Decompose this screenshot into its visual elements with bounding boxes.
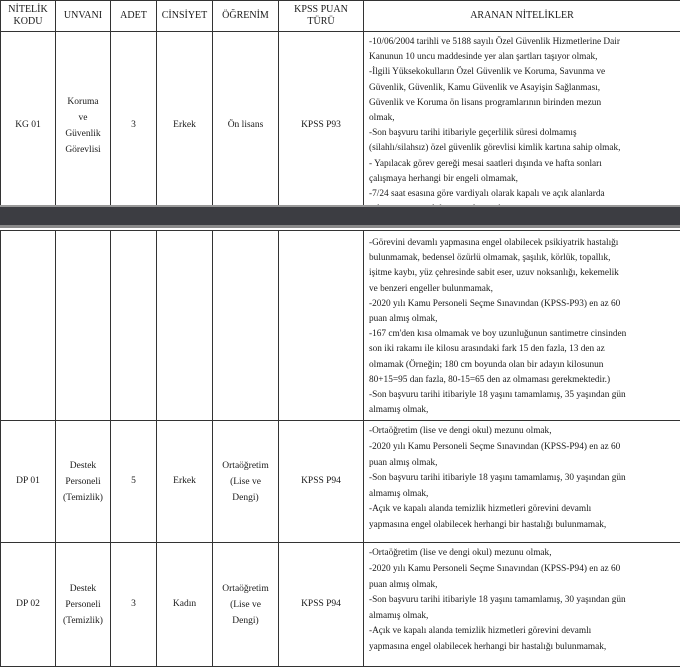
row-requirements: -10/06/2004 tarihli ve 5188 sayılı Özel Güvenlik Hizmetlerine Dair Kanunun 10 uncu maddesinde yer alan şartları taşıyor olmak, -İlgili Yüksekokulların Özel Güvenlik ve Koruma, Savunma ve Güvenlik, Güvenlik, Kamu Güvenlik ve Asayişin Sağlanması, Güvenlik ve Koruma ön lisans programlarının birinden mezun olmak, -Son başvuru tarihi itibariyle geçerlilik süresi dolmamış (silahlı/silahsız) özel güvenlik görevlisi kimlik kartına sahip olmak, - Yapılacak görev gereği mesai saatleri dışında ve hafta sonları çalışmaya herhangi bir engeli olmamak, -7/24 saat esasına göre vardiyalı olarak kapalı ve açık alanlarda	[364, 32, 680, 220]
row-title: Koruma ve Güvenlik Görevlisi	[56, 32, 111, 220]
row-education: Ortaöğretim (Lise ve Dengi)	[213, 543, 279, 667]
row-title: Destek Personeli (Temizlik)	[56, 421, 111, 543]
row-count: 3	[111, 32, 157, 220]
row-kpss: KPSS P94	[279, 543, 364, 667]
row-kpss	[279, 231, 364, 421]
row-requirements: -Görevini devamlı yapmasına engel olabilecek psikiyatrik hastalığı bulunmamak, bedensel özürlü olmamak, şaşılık, körlük, topallık, işitme kaybı, yüz çehresinde sabit eser, uzuv noksanlığı, kekemelik ve benzeri engeller bulunmamak, -2020 yılı Kamu Personeli Seçme Sınavından (KPSS-P93) en az 60 puan almış olmak, -167 cm'den kısa olmamak ve boy uzunluğunun santimetre cinsinden son iki rakamı ile kilosu arasındaki fark 15 den fazla, 13 den az olmamak (Örneğin; 180 cm boyunda olan bir adayın kilosunun 80+15=95 dan fazla, 80-15=65 den az olmaması gerekmektedir.) -Son başvuru tarihi itibariyle 18 yaşını tamamlamış, 35 yaşından gün almamış olmak,	[364, 231, 680, 421]
row-gender: Kadın	[157, 543, 213, 667]
header-nitelik-kodu: NİTELİK KODU	[1, 1, 56, 32]
header-cinsiyet: CİNSİYET	[157, 1, 213, 32]
row-gender: Erkek	[157, 32, 213, 220]
row-education: Ön lisans	[213, 32, 279, 220]
row-count	[111, 231, 157, 421]
table-row	[1, 231, 680, 421]
page-break-line	[0, 225, 680, 228]
header-aranan-nitelikler: ARANAN NİTELİKLER	[364, 1, 680, 32]
row-code: KG 01	[1, 32, 56, 220]
row-gender: Erkek	[157, 421, 213, 543]
header-unvani: UNVANI	[56, 1, 111, 32]
row-requirements: -Ortaöğretim (lise ve dengi okul) mezunu olmak, -2020 yılı Kamu Personeli Seçme Sınavından (KPSS-P94) en az 60 puan almış olmak, -Son başvuru tarihi itibariyle 18 yaşını tamamlamış, 30 yaşından gün almamış olmak, -Açık ve kapalı alanda temizlik hizmetleri görevini devamlı yapmasına engel olabilecek herhangi bir hastalığı bulunmamak,	[364, 543, 680, 667]
row-requirements: -Ortaöğretim (lise ve dengi okul) mezunu olmak, -2020 yılı Kamu Personeli Seçme Sınavından (KPSS-P94) en az 60 puan almış olmak, -Son başvuru tarihi itibariyle 18 yaşını tamamlamış, 30 yaşından gün almamış olmak, -Açık ve kapalı alanda temizlik hizmetleri görevini devamlı yapmasına engel olabilecek herhangi bir hastalığı bulunmamak,	[364, 421, 680, 543]
table-row	[1, 32, 680, 220]
table-row	[1, 543, 680, 667]
row-title	[56, 231, 111, 421]
row-gender	[157, 231, 213, 421]
row-education	[213, 231, 279, 421]
row-kpss: KPSS P93	[279, 32, 364, 220]
row-title: Destek Personeli (Temizlik)	[56, 543, 111, 667]
page-break-divider	[0, 207, 680, 225]
row-count: 3	[111, 543, 157, 667]
row-count: 5	[111, 421, 157, 543]
recruitment-table-bottom	[0, 230, 680, 667]
table-row	[1, 421, 680, 543]
row-code: DP 01	[1, 421, 56, 543]
header-row	[1, 1, 680, 32]
row-kpss: KPSS P94	[279, 421, 364, 543]
row-education: Ortaöğretim (Lise ve Dengi)	[213, 421, 279, 543]
recruitment-table-top	[0, 0, 680, 220]
row-code: DP 02	[1, 543, 56, 667]
row-code	[1, 231, 56, 421]
header-adet: ADET	[111, 1, 157, 32]
header-ogrenim: ÖĞRENİM	[213, 1, 279, 32]
header-kpss-puan-turu: KPSS PUAN TÜRÜ	[279, 1, 364, 32]
